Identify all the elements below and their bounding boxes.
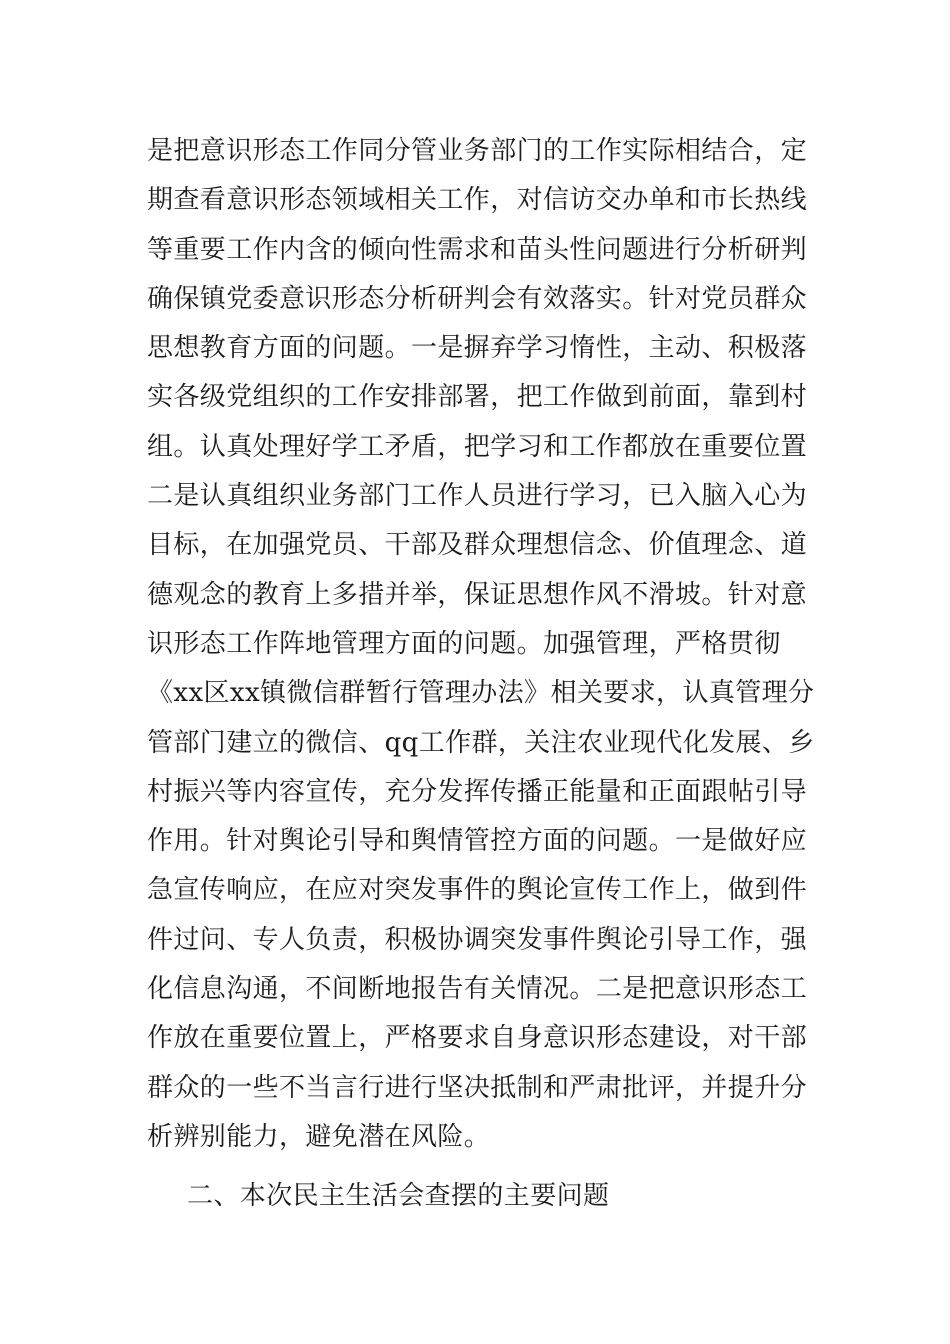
text-line: 急宣传响应，在应对突发事件的舆论宣传工作上，做到件 <box>147 875 808 906</box>
text-line: 等重要工作内含的倾向性需求和苗头性问题进行分析研判 <box>147 234 808 265</box>
text-line: 件过问、专人负责，积极协调突发事件舆论引导工作，强 <box>147 924 808 955</box>
text-line: 实各级党组织的工作安排部署，把工作做到前面，靠到村 <box>147 382 808 413</box>
text-line: 化信息沟通，不间断地报告有关情况。二是把意识形态工 <box>147 974 808 1005</box>
text-line: 作用。针对舆论引导和舆情管控方面的问题。一是做好应 <box>147 826 808 857</box>
text-line: 思想教育方面的问题。一是摒弃学习惰性，主动、积极落 <box>147 333 808 364</box>
text-line: 管部门建立的微信、qq工作群，关注农业现代化发展、乡 <box>147 727 815 758</box>
text-line: 村振兴等内容宣传，充分发挥传播正能量和正面跟帖引导 <box>147 776 808 807</box>
text-line: 二是认真组织业务部门工作人员进行学习，已入脑入心为 <box>147 481 808 512</box>
text-line: 《xx区xx镇微信群暂行管理办法》相关要求，认真管理分 <box>147 678 815 709</box>
text-line: 识形态工作阵地管理方面的问题。加强管理，严格贯彻 <box>147 628 781 659</box>
text-line: 期查看意识形态领域相关工作，对信访交办单和市长热线 <box>147 185 808 216</box>
text-line: 德观念的教育上多措并举，保证思想作风不滑坡。针对意 <box>147 579 808 610</box>
text-line: 析辨别能力，避免潜在风险。 <box>147 1121 491 1152</box>
text-line: 作放在重要位置上，严格要求自身意识形态建设，对干部 <box>147 1023 808 1054</box>
text-line: 群众的一些不当言行进行坚决抵制和严肃批评，并提升分 <box>147 1072 808 1103</box>
section-heading: 二、本次民主生活会查摆的主要问题 <box>187 1181 610 1211</box>
text-line: 组。认真处理好学工矛盾，把学习和工作都放在重要位置 <box>147 431 808 462</box>
text-line: 是把意识形态工作同分管业务部门的工作实际相结合，定 <box>147 136 808 166</box>
text-line: 确保镇党委意识形态分析研判会有效落实。针对党员群众 <box>147 283 808 314</box>
body-paragraph <box>147 127 815 1162</box>
text-line: 目标，在加强党员、干部及群众理想信念、价值理念、道 <box>147 530 808 561</box>
